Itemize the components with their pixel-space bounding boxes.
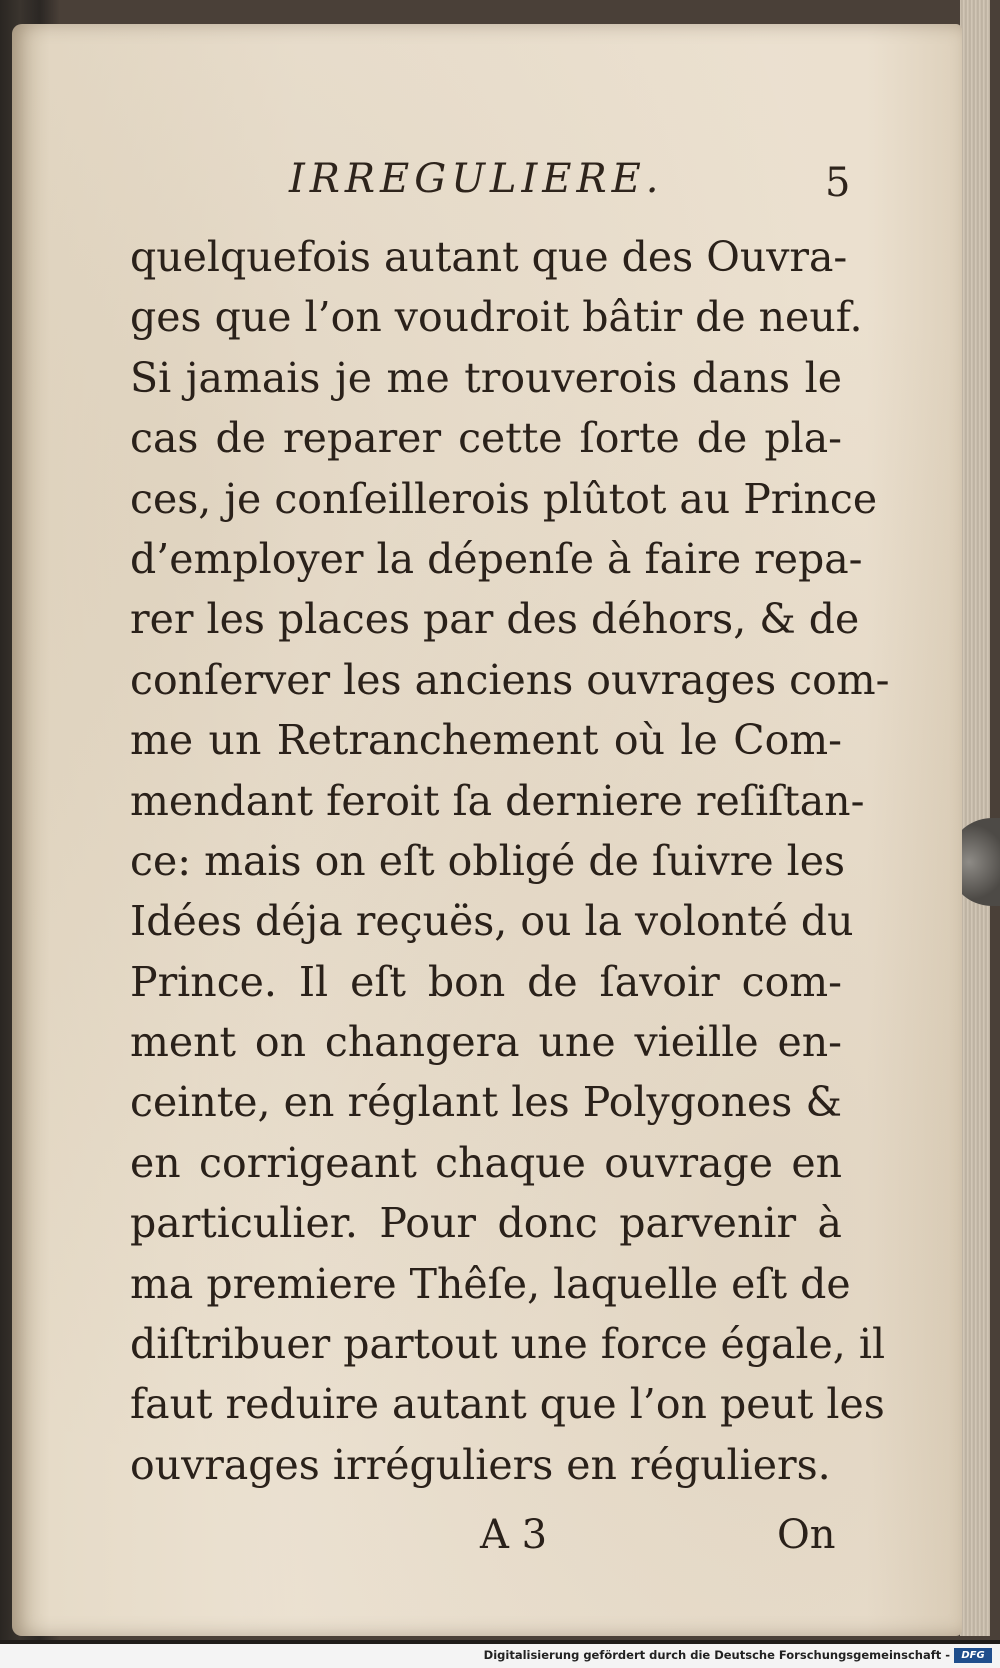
- text-line: Si jamais je me trouverois dans le: [130, 353, 842, 402]
- text-line: en corrigeant chaque ouvrage en: [130, 1138, 842, 1187]
- body-text: [130, 227, 890, 1495]
- text-line: d’employer la dépenſe à faire repa-: [130, 534, 863, 583]
- text-line: rer les places par des déhors, & de: [130, 595, 860, 644]
- credit-bar: [0, 1644, 1000, 1668]
- text-line: ceinte, en réglant les Polygones &: [130, 1078, 842, 1127]
- text-line: mendant feroit ſa derniere reſiſtan-: [130, 776, 865, 825]
- page-footer: [12, 1512, 962, 1572]
- text-line: ces, je conſeillerois plûtot au Prince: [130, 474, 878, 523]
- text-line: ges que l’on voudroit bâtir de neuf.: [130, 293, 863, 342]
- dfg-logo: DFG: [954, 1648, 992, 1663]
- catchword: On: [777, 1512, 836, 1558]
- text-line: ment on changera une vieille en-: [130, 1018, 842, 1067]
- text-line: faut reduire autant que l’on peut les: [130, 1380, 885, 1429]
- text-line: diſtribuer partout une force égale, il: [130, 1320, 886, 1369]
- running-head: [12, 156, 962, 206]
- text-line: quelquefois autant que des Ouvra-: [130, 233, 848, 281]
- text-line: particulier. Pour donc parvenir à: [130, 1199, 842, 1248]
- signature-mark: A 3: [480, 1512, 548, 1558]
- text-line: me un Retranchement où le Com-: [130, 716, 842, 765]
- book-page: [12, 24, 962, 1636]
- page-number: 5: [825, 160, 851, 206]
- text-line: ce: mais on eſt obligé de ſuivre les: [130, 836, 846, 885]
- running-title: IRREGULIERE.: [289, 156, 664, 202]
- text-line: ouvrages irréguliers en réguliers.: [130, 1440, 831, 1489]
- text-line: ma premiere Thêſe, laquelle eſt de: [130, 1259, 851, 1308]
- text-line: Idées déja reçuës, ou la volonté du: [130, 897, 854, 946]
- text-line: Prince. Il eſt bon de ſavoir com-: [130, 957, 842, 1006]
- credit-text: Digitalisierung gefördert durch die Deutsche Forschungsgemeinschaft -: [483, 1648, 950, 1662]
- text-line: conſerver les anciens ouvrages com-: [130, 655, 890, 704]
- text-line: cas de reparer cette ſorte de pla-: [130, 414, 842, 463]
